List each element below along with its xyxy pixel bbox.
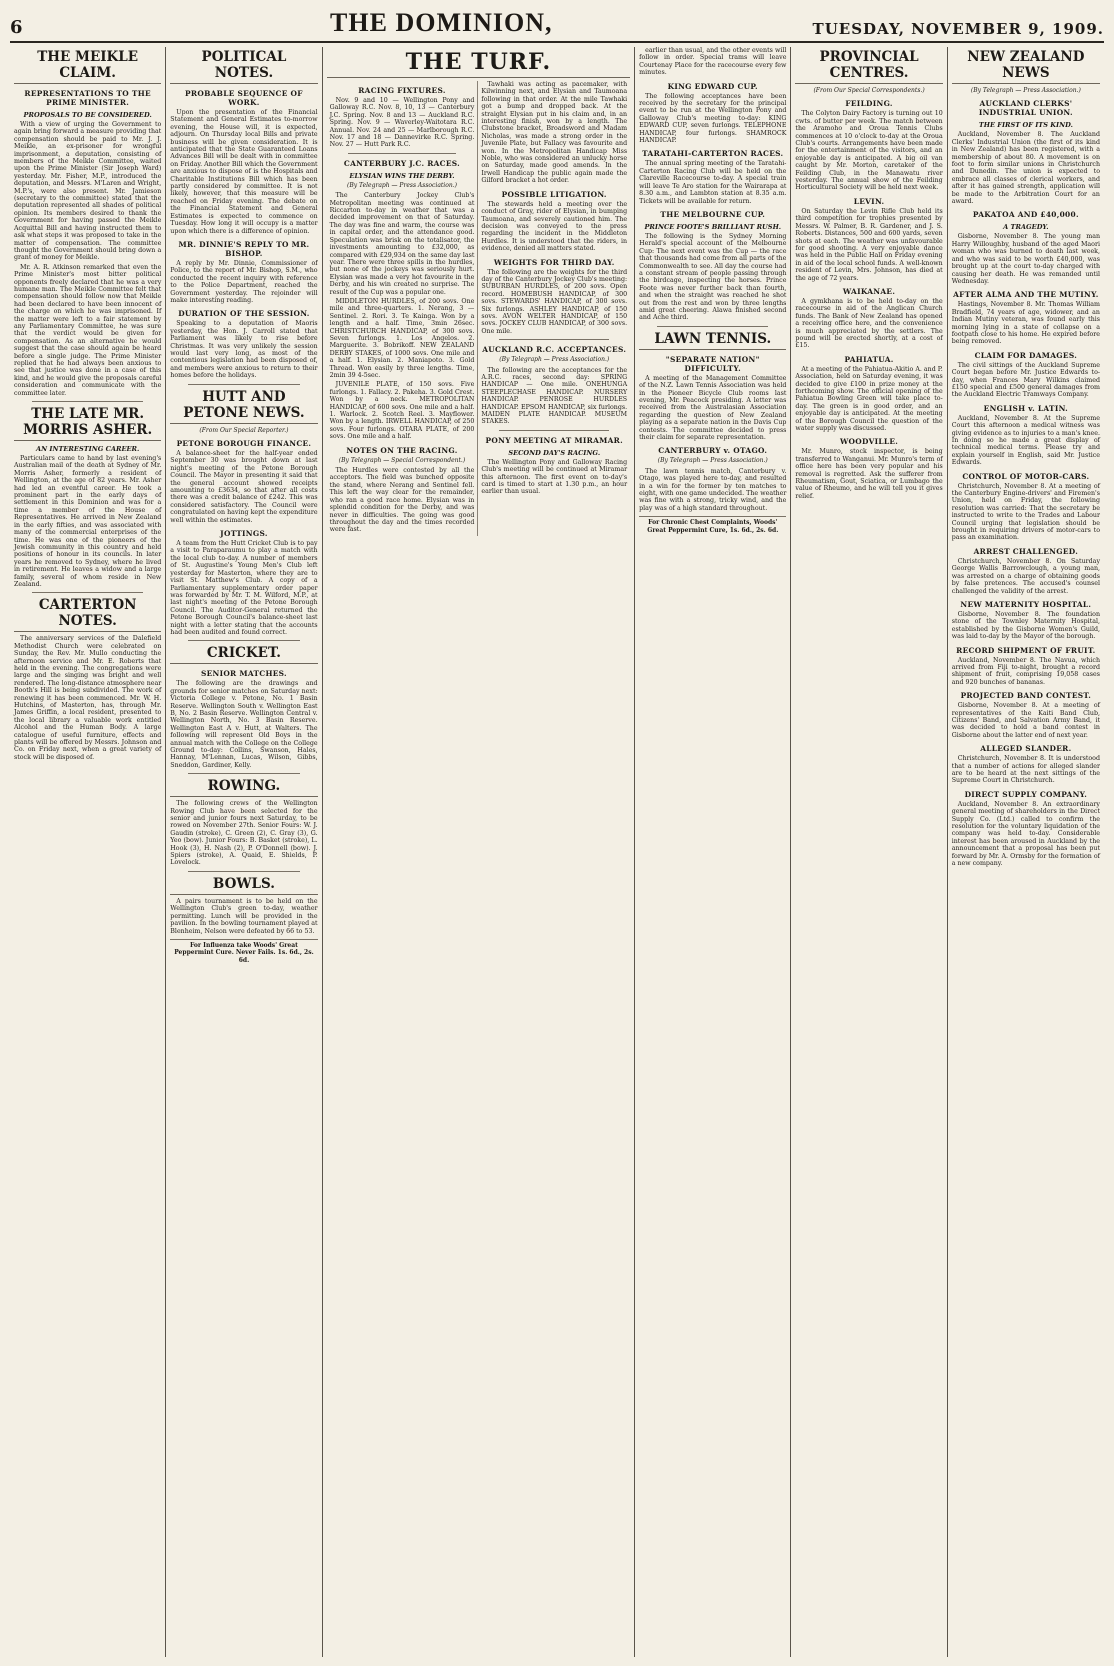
article-paragraph: The Colyton Dairy Factory is turning out 10 cwts. of butter per week. The match between the Aramoho and Oroua Tennis Clubs commences at 10 o'clock to-day at the Oroua Club's courts. Arrangements have been made for the entertainment of the visitors, and an enjoyable day is anticipated. A big oil van caught by Mr. Morton, caretaker of the Feilding Club, in the Manawatu river yesterday. The annual show of the Feilding Horticultural Society will be held next week. [795,110,943,192]
subhead: AUCKLAND CLERKS' INDUSTRIAL UNION. [978,99,1073,118]
subhead: TARATAHI-CARTERTON RACES. [642,149,784,159]
subhead: KING EDWARD CUP. [667,81,758,91]
article-paragraph: Christchurch, November 8. It is understood that a number of actions for alleged slander are to be heard at the next sittings of the Supreme Court in Christchurch. [951,755,1100,785]
subhead: CONTROL OF MOTOR-CARS. [962,471,1090,481]
article-paragraph: Christchurch, November 8. On Saturday George Wallis Barrowclough, a young man, was arrested on a charge of obtaining goods by false pretences. The accused's counsel challenged the validity of the arrest. [951,557,1100,595]
subhead: THE MELBOURNE CUP. [660,209,766,219]
article-paragraph: Auckland, November 8. The Auckland Clerks' Industrial Union (the first of its kind in New Zealand) has been registered, with a membership of about 80. A movement is on foot to form similar unions in Christchurch and Dunedin. The union is expected to embrace all classes of clerical workers, and after it has gained strength, application will be made to the Arbitration Court for an award. [951,131,1100,206]
article-paragraph: At a meeting of the Pahiatua-Akitio A. and P. Association, held on Saturday evening, it was decided to give £100 in prize money at the forthcoming show. The official opening of the Pahiatua Bowling Green will take place to-day. The green is in good order, and an enjoyable day is anticipated. At the meeting of the Borough Council the question of the water supply was discussed. [795,365,943,433]
subhead: SENIOR MATCHES. [200,669,287,679]
headline-political-notes: POLITICAL NOTES. [170,49,317,84]
subhead: ELYSIAN WINS THE DERBY. [349,171,455,180]
article-paragraph: A balance-sheet for the half-year ended September 30 was brought down at last night's meeting of the Petone Borough Council. The Mayor in presenting it said that the general account showed receipts amounting to £3634, so that after all costs there was a credit balance of £242. This was considered satisfactory. The Council were congratulated on having kept the expenditure well within the estimates. [170,450,318,524]
subhead: LEVIN. [853,196,885,206]
column-1 [10,47,166,1657]
column-7 [948,47,1104,1657]
article-paragraph: The following are the drawings and grounds for senior matches on Saturday next: Victoria College v. Petone, No. 1 Basin Reserve. Wellington South v. Wellington East B, No. 2 Basin Reserve. Wellington Central v. Wellington North, No. 3 Basin Reserve. Wellington East A v. Hutt, at Walters. The following will represent Old Boys in the annual match with the College on the College Ground to-day: Collins, Swanson, Hales, Hannay, M'Lennan, Lucas, Wilson, Gibbs, Sneddon, Gardiner, Kelly. [170,680,318,769]
subhead: WAIKANAE. [842,286,896,296]
subhead: SECOND DAY'S RACING. [508,448,601,457]
article-paragraph: Gisborne, November 8. The foundation stone of the Townley Maternity Hospital, established by the Gisborne Women's Guild, was laid to-day by the Mayor of the borough. [951,610,1100,641]
subhead: FEILDING. [845,99,893,109]
subhead: THE FIRST OF ITS KIND. [978,121,1073,130]
byline: (By Telegraph — Press Association.) [657,457,768,465]
article-paragraph: Mr. A. R. Atkinson remarked that even the Prime Minister's most bitter political opponents freely declared that he was a very humane man. The Meikle Committee felt that compensation should follow now that Meikle had been declared to have been innocent of the charge on which he was imprisoned. If the matter were left to a fair statement by any Parliamentary Committee, he was sure that the verdict would be given for compensation. As an alternative he would suggest that the case should again be heard before a single judge. The Prime Minister replied that he had always been anxious to see that justice was done in a case of this kind, and he would give the proposals careful consideration and communicate with the committee later. [14,263,162,397]
masthead [10,8,1104,43]
subhead: POSSIBLE LITIGATION. [501,189,607,199]
article-paragraph: Mr. Munro, stock inspector, is being transferred to Wanganui. Mr. Munro's term of office here has been very popular and his removal is regretted. Ask the sufferer from Rheumatism, Gout, Sciatica, or Lumbago the value of Rheumo, and he will tell you it gives relief. [795,448,943,500]
subhead: NEW MATERNITY HOSPITAL. [960,599,1092,609]
subhead: PETONE BOROUGH FINANCE. [176,439,312,448]
subhead: AUCKLAND R.C. ACCEPTANCES. [482,345,627,355]
headline-lawn-tennis: LAWN TENNIS. [639,331,786,350]
headline-the-turf: THE TURF. [327,49,631,78]
divider [188,871,299,872]
article-paragraph: Hastings, November 8. Mr. Thomas William Bradfield, 74 years of age, widower, and an Indian Mutiny veteran, was found early this morning lying in a state of collapse on a footpath close to his home. He expired before being removed. [951,301,1100,346]
column-6 [791,47,947,1657]
divider [499,430,609,431]
article-paragraph: MIDDLETON HURDLES, of 200 sovs. One mile and three-quarters. 1. Nerang, 3 — Sentinel. 2. Rori. 3. Te Kainga. Won by a length and a half. Time, 3min 26sec. CHRISTCHURCH HANDICAP, of 300 sovs. Seven furlongs. 1. Los Angelos. 2. Marguerite. 3. Bobrikoff. NEW ZEALAND DERBY STAKES, of 1000 sovs. One mile and a half. 1. Elysian. 2. Maniapoto. 3. Gold Thread. Won easily by three lengths. Time, 2min 39 4-5sec. [329,297,475,379]
byline: (By Telegraph — Press Association.) [347,181,457,189]
byline: (From Our Special Reporter.) [199,426,289,434]
byline: (By Telegraph — Press Association.) [970,87,1081,94]
article-paragraph: The lawn tennis match, Canterbury v. Otago, was played here to-day, and resulted in a win for the former by ten matches to eight, with one game undecided. The weather was fine with a strong, tricky wind, and the play was of a high standard throughout. [639,467,787,512]
headline-hutt-petone: HUTT AND PETONE NEWS. [170,389,317,424]
columns [10,47,1104,1657]
subhead: DURATION OF THE SESSION. [178,309,310,319]
headline-new-zealand-news: NEW ZEALAND NEWS [952,49,1100,84]
article-paragraph: Particulars came to hand by last evening's Australian mail of the death at Sydney of Mr. Morris Asher, formerly a resident of Wellington, at the age of 82 years. Mr. Asher had led an eventful career. He took a prominent part in the early days of settlement in this Dominion and was for a time a member of the House of Representatives. He arrived in New Zealand in the early fifties, and was associated with many of the commercial enterprises of the time. He was one of the pioneers of the Jewish community in this country and held positions of honour in its councils. In later years he removed to Sydney, where he lived in retirement. He leaves a widow and a large family, several of whom reside in New Zealand. [14,455,162,588]
paper-name: THE DOMINION, [330,8,553,37]
subhead: ENGLISH v. LATIN. [983,403,1069,413]
headline-cricket: CRICKET. [170,645,317,664]
article-paragraph: The Hurdles were contested by all the acceptors. The field was bunched opposite the stand, where Nerang and Sentinel fell. This left the way clear for the remainder, who ran a good race home. Elysian was in splendid condition for the Derby, and was never in difficulties. The going was good throughout the day and the times recorded were fast. [329,467,475,534]
article-paragraph: Upon the presentation of the Financial Statement and General Estimates to-morrow evening, the House will, it is expected, adjourn. On Thursday local Bills and private business will be given consideration. It is anticipated that the State Guaranteed Loans Advances Bill will be dealt with in committee on Friday. Another Bill which the Government are anxious to dispose of is the Hospitals and Charitable Institutions Bill which has been partly considered by committee. It is not likely, however, that this measure will be reached on Friday evening. The debate on the Financial Statement and General Estimates is expected to commence on Tuesday. How long it will occupy is a matter upon which there is a difference of opinion. [170,109,318,235]
article-paragraph: Auckland, November 8. The Navua, which arrived from Fiji to-night, brought a record shipment of fruit, comprising 19,058 cases and 920 bunches of bananas. [951,656,1100,686]
subhead: RACING FIXTURES. [358,86,446,95]
turf-subcolumns [327,81,631,536]
divider [188,640,299,641]
subhead: CANTERBURY v. OTAGO. [658,446,768,456]
divider [499,339,609,340]
subhead: JOTTINGS. [220,529,268,539]
article-paragraph: The civil sittings of the Auckland Supreme Court began before Mr. Justice Edwards to-day, when Frances Mary Wilkins claimed £150 special and £500 general damages from the Auckland Electric Tramways Company. [951,361,1100,399]
subhead: A TRAGEDY. [1003,223,1049,232]
subhead: ARREST CHALLENGED. [973,546,1079,556]
byline: (From Our Special Correspondents.) [813,87,925,94]
article-paragraph: The following are the weights for the third day of the Canterbury Jockey Club's meeting: SUBURBAN HURDLES, of 200 sovs. Open record. HOMEBUSH HANDICAP, of 300 sovs. STEWARDS' HANDICAP, of 300 sovs. Six furlongs. ASHLEY HANDICAP, of 150 sovs. AVON WELTER HANDICAP, of 150 sovs. JOCKEY CLUB HANDICAP, of 300 sovs. One mile. [481,268,628,335]
article-paragraph: The anniversary services of the Dalefield Methodist Church were celebrated on Sunday, the Rev. Mr. Mullo conducting the afternoon service and Mr. E. Roberts that held in the evening. The congregations were large and the singing was bright and well rendered. The long-distance atmosphere near Booth's Hill is being subdivided. The work of renewing it has been commenced. Mr. W. H. Hutchins, of Masterton, has, through Mr. James Griffin, a local resident, presented to the local library a valuable work entitled Alcohol and the Human Body. A large catalogue of useful furniture, effects and plants will be offered by Messrs. Johnson and Co. on Friday next, when a great variety of stock will be disposed of. [14,635,162,761]
subhead: WEIGHTS FOR THIRD DAY. [493,257,615,267]
divider [348,153,457,154]
article-paragraph: The Wellington Pony and Galloway Racing Club's meeting will be continued at Miramar this afternoon. The first event on to-day's card is timed to start at 1.30 p.m., an hour earlier than usual. [481,458,628,496]
article-paragraph: Gisborne, November 8. The young man Harry Willoughby, husband of the aged Maori woman who was burned to death last week, and who was said to be worth £40,000, was brought up at the court to-day charged with causing her death. He was remanded until Wednesday. [951,233,1100,285]
article-paragraph: A pairs tournament is to be held on the Wellington Club's green to-day, weather permitting. Lunch will be provided in the pavilion. In the bowling tournament played at Blenheim, Nelson were defeated by 66 to 53. [170,897,318,935]
subhead: RECORD SHIPMENT OF FRUIT. [956,645,1096,655]
article-paragraph: The Canterbury Jockey Club's Metropolitan meeting was continued at Riccarton to-day in weather that was a decided improvement on that of Saturday. The day was fine and warm, the course was in capital order, and the attendance good. Speculation was brisk on the totalisator, the investments amounting to £32,000, as compared with £29,934 on the same day last year. There were three spills in the hurdles, but none of the jockeys was seriously hurt. Elysian was made a very hot favourite in the Derby, and his win created no surprise. The result of the Cup was a popular one. [329,192,475,296]
advertisement: For Chronic Chest Complaints, Woods' Great Peppermint Cure, 1s. 6d., 2s. 6d. [639,516,786,534]
subhead: PAHIATUA. [844,354,894,364]
byline: (By Telegraph — Press Association.) [499,356,610,364]
article-paragraph: Tawhaki was acting as pacemaker, with Kilwinning next, and Elysian and Taumoana following in that order. At the mile Tawhaki got a bump and dropped back. At the straight Elysian put in his claim and, in an interesting finish, won by a length. The Clubstone bracket, Broadsword and Madam Nicholas, was made a strong order in the Juvenile Plate, but Fallacy was favourite and won. In the Metropolitan Handicap Miss Noble, who was considered an unlucky horse on Saturday, made good amends. In the Irwell Handicap the public again made the Gilford bracket a hot order. [481,81,628,185]
divider [32,592,143,593]
article-paragraph: Nov. 9 and 10 — Wellington Pony and Galloway R.C. Nov. 8, 10, 13 — Canterbury J.C. Spring. Nov. 8 and 13 — Auckland R.C. Spring. Nov. 9 — Waverley-Waitotara R.C. Annual. Nov. 24 and 25 — Marlborough R.C. Nov. 17 and 18 — Dannevirke R.C. Spring. Nov. 27 — Hutt Park R.C. [329,97,475,149]
subhead: CLAIM FOR DAMAGES. [974,350,1078,360]
headline-rowing: ROWING. [170,778,317,797]
column-4 [478,81,630,536]
advertisement: For Influenza take Woods' Great Peppermint Cure. Never Fails. 1s. 6d., 2s. 6d. [170,939,317,964]
subhead: "SEPARATE NATION" DIFFICULTY. [665,354,760,373]
article-paragraph: earlier than usual, and the other events will follow in order. Special trams will leave Courtenay Place for the racecourse every few minutes. [639,47,787,77]
byline: (By Telegraph — Special Correspondent.) [338,456,466,464]
subhead: PROJECTED BAND CONTEST. [960,691,1092,701]
article-paragraph: A team from the Hutt Cricket Club is to pay a visit to Paraparaumu to play a match with the local club to-day. A number of members of St. Augustine's Young Men's Club left yesterday for Masterton, where they are to visit St. Matthew's Club. A copy of a Parliamentary supplementary order paper was forwarded by Mr. T. M. Wilford, M.P., at last night's meeting of the Petone Borough Council. The Auditor-General returned the Petone Borough Council's balance-sheet last night with a letter stating that the accounts had been audited and found correct. [170,540,318,636]
subhead: AN INTERESTING CAREER. [35,445,140,454]
article-paragraph: JUVENILE PLATE, of 150 sovs. Five furlongs. 1. Fallacy. 2. Pakeha. 3. Gold Crest. Won by a neck. METROPOLITAN HANDICAP, of 600 sovs. One mile and a half. 1. Warlock. 2. Scotch Reel. 3. Mayflower. Won by a length. IRWELL HANDICAP, of 250 sovs. Four furlongs. OTARA PLATE, of 200 sovs. One mile and a half. [329,381,475,441]
column-2 [166,47,322,1657]
divider [32,401,143,402]
article-paragraph: The following crews of the Wellington Rowing Club have been selected for the senior and junior fours next Saturday, to be rowed on November 27th. Senior Fours: W. J. Gaudin (stroke), C. Green (2), C. Gray (3), G. Yeo (bow). Junior Fours: B. Basket (stroke), L. Hook (3), H. Nash (2), P. O'Donnell (bow). J. Spiers (stroke), A. Quaid, E. Shields, P. Lovelock. [170,800,318,867]
column-turf [323,47,636,1657]
article-paragraph: The following acceptances have been received by the secretary for the principal event to be run at the Wellington Pony and Galloway Club's meeting to-day: KING EDWARD CUP, seven furlongs. TELEPHONE HANDICAP, four furlongs. SHAMROCK HANDICAP. [639,92,787,145]
article-paragraph: A gymkhana is to be held to-day on the racecourse in aid of the Anglican Church funds. The Bank of New Zealand has opened a receiving office here, and the convenience is much appreciated by the settlers. The pound will be erected shortly, at a cost of £15. [795,297,943,350]
headline-meikle-claim: THE MEIKLE CLAIM. [14,49,161,84]
subhead: CANTERBURY J.C. RACES. [343,158,461,168]
headline-morris-asher: THE LATE MR. MORRIS ASHER. [14,406,161,441]
article-paragraph: The following are the acceptances for the A.R.C. races, second day: SPRING HANDICAP — One mile. ONEHUNGA STEEPLECHASE HANDICAP. NURSERY HANDICAP. PENROSE HURDLES HANDICAP. EPSOM HANDICAP, six furlongs. MAIDEN PLATE HANDICAP. MUSEUM STAKES. [481,366,628,426]
column-5 [635,47,791,1657]
divider [188,384,299,385]
issue-date: TUESDAY, NOVEMBER 9, 1909. [812,20,1104,38]
article-paragraph: The stewards held a meeting over the conduct of Gray, rider of Elysian, in bumping Taumoana, and severely cautioned him. The decision was conveyed to the press regarding the incident in the Middleton Hurdles. It is understood that the riders, in evidence, denied all matters stated. [481,200,628,253]
subhead: PAKATOA AND £40,000. [972,210,1079,220]
subhead: PROBABLE SEQUENCE OF WORK. [185,89,303,107]
article-paragraph: With a view of urging the Government to again bring forward a measure providing that compensation should be paid to Mr. J. J. Meikle, an ex-prisoner for wrongful imprisonment, a deputation, consisting of members of the Meikle Committee, waited upon the Prime Minister (Sir Joseph Ward) yesterday. Mr. Fisher, M.P., introduced the deputation, and Messrs. M'Laren and Wright, M.P.'s, were also present. Mr. Jamieson (secretary to the committee) stated that the deputation represented all shades of political opinion. Its members desired to thank the Government for having passed the Meikle Acquittal Bill and having instructed them to ask what steps it was proposed to take in the matter of compensation. The committee thought the Government should bring down a grant of money for Meikle. [14,121,162,262]
subhead: PRINCE FOOTE'S BRILLIANT RUSH. [644,222,782,231]
article-paragraph: On Saturday the Levin Rifle Club held its third competition for trophies presented by Messrs. W. Palmer, B. R. Gardener, and J. S. Roberts. Distances, 500 and 600 yards, seven shots at each. The weather was unfavourable for good shooting. A very enjoyable dance was held in the Public Hall on Friday evening in aid of the local school funds. A well-known resident of Levin, Mrs. Johnson, has died at the age of 72 years. [795,207,943,282]
subhead: MR. DINNIE'S REPLY TO MR. BISHOP. [178,239,310,258]
headline-carterton-notes: CARTERTON NOTES. [14,597,161,632]
article-paragraph: Gisborne, November 8. At a meeting of representatives of the Kaiti Band Club, Citizens' Band, and Salvation Army Band, it was decided to hold a band contest in Gisborne about the latter end of next year. [951,702,1100,739]
divider [188,773,299,774]
subhead: ALLEGED SLANDER. [980,744,1072,754]
article-paragraph: Auckland, November 8. An extraordinary general meeting of shareholders in the Direct Supply Co. (Ltd.) called to confirm the resolution for the voluntary liquidation of the company was held to-day. Considerable interest has been aroused in Auckland by the announcement that a proposal has been put forward by Mr. A. Ormsby for the formation of a new company. [951,800,1100,868]
article-paragraph: Christchurch, November 8. At a meeting of the Canterbury Engine-drivers' and Firemen's Union, held on Friday, the following resolution was carried: That the secretary be instructed to write to the Trades and Labour Council urging that legislation should be brought in requiring drivers of motor-cars to pass an examination. [951,482,1100,542]
headline-bowls: BOWLS. [170,876,317,895]
subhead: WOODVILLE. [839,437,899,447]
article-paragraph: Speaking to a deputation of Maoris yesterday, the Hon. J. Carroll stated that Parliament was likely to rise before Christmas. It was very unlikely the session would last very long, as most of the contentious legislation had been disposed of, and members were anxious to return to their homes before the holidays. [170,320,318,380]
divider [657,326,768,327]
article-paragraph: The following is the Sydney Morning Herald's special account of the Melbourne Cup: The next event was the Cup — the race that thousands had come from all parts of the Commonwealth to see. All day the course had a constant stream of people passing through the birdcage, inspecting the horses. Prince Foote was never further back than fourth, and when the straight was reached he shot out from the rest and won by three lengths amid great cheering. Alawa finished second and Ache third. [639,232,787,322]
subhead: REPRESENTATIONS TO THE PRIME MINISTER. [24,89,151,107]
article-paragraph: Auckland, November 8. At the Supreme Court this afternoon a medical witness was giving evidence as to injuries to a man's knee. In doing so he made a great display of technical medical terms. Please try and explain yourself in English, said Mr. Justice Edwards. [951,414,1100,467]
page-number: 6 [10,17,23,38]
subhead: DIRECT SUPPLY COMPANY. [964,789,1088,799]
column-3 [327,81,479,536]
subhead: PONY MEETING AT MIRAMAR. [485,435,623,445]
subhead: NOTES ON THE RACING. [346,445,458,455]
headline-provincial-centres: PROVINCIAL CENTRES. [795,49,942,84]
article-paragraph: A reply by Mr. Dinnie, Commissioner of Police, to the report of Mr. Bishop, S.M., who conducted the recent inquiry with reference to the Police Department, reached the Government yesterday. The rejoinder will make interesting reading. [170,259,318,304]
article-paragraph: A meeting of the Management Committee of the N.Z. Lawn Tennis Association was held in the Pioneer Bicycle Club rooms last evening, Mr. Peacock presiding. A letter was received from the Australasian Association regarding the question of New Zealand playing as a separate nation in the Davis Cup contests. The committee decided to press their claim for separate representation. [639,374,787,442]
article-paragraph: The annual spring meeting of the Taratahi-Carterton Racing Club will be held on the Clareville Racecourse to-day. A special train will leave Te Aro station for the Wairarapa at 8.30 a.m., and Lambton station at 8.35 a.m. Tickets will be available for return. [639,160,787,205]
subhead: AFTER ALMA AND THE MUTINY. [953,290,1099,300]
subhead: PROPOSALS TO BE CONSIDERED. [23,111,152,119]
